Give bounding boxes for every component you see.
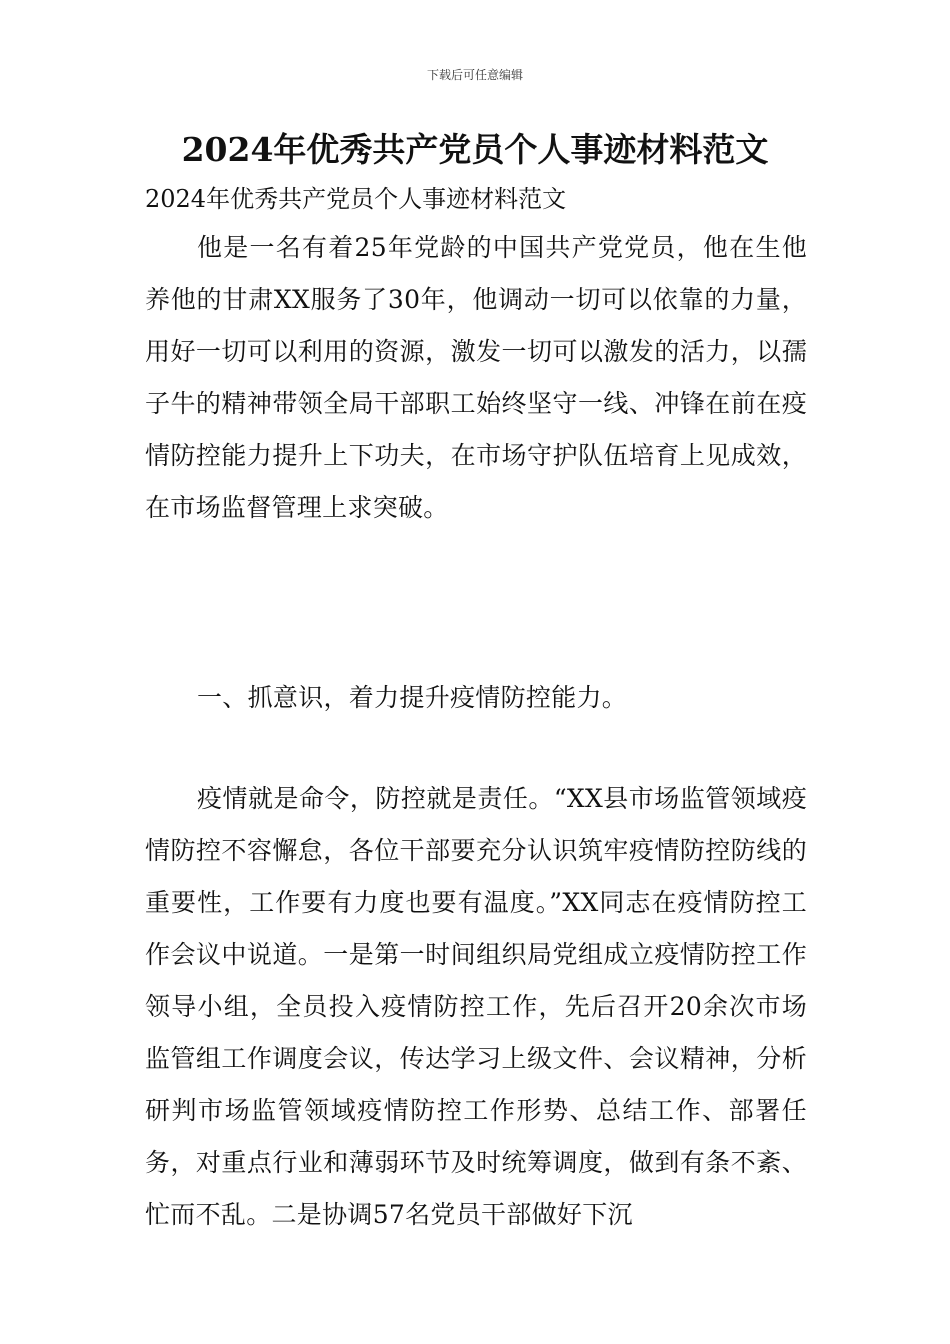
document-title: 2024年优秀共产党员个人事迹材料范文	[181, 130, 769, 169]
section-heading-1: 一、抓意识，着力提升疫情防控能力。	[197, 683, 628, 712]
paragraph-epidemic-control: 疫情就是命令，防控就是责任。“XX县市场监管领域疫情防控不容懈怠，各位干部要充分认识筑牢疫情防控防线的重要性，工作要有力度也要有温度。”XX同志在疫情防控工作会议中说道。一是第一时间组织局党组成立疫情防控工作领导小组，全员投入疫情防控工作，先后召开20余次市场监管组工作调度会议，传达学习上级文件、会议精神，分析研判市场监管领域疫情防控工作形势、总结工作、部署任务，对重点行业和薄弱环节及时统筹调度，做到有条不紊、忙而不乱。二是协调57名党员干部做好下沉	[145, 784, 807, 1229]
header-note: 下载后可任意编辑	[426, 68, 523, 82]
document-subtitle: 2024年优秀共产党员个人事迹材料范文	[145, 185, 567, 213]
paragraph-intro: 他是一名有着25年党龄的中国共产党党员，他在生他养他的甘肃XX服务了30年，他调动一切可以依靠的力量，用好一切可以利用的资源，激发一切可以激发的活力，以孺子牛的精神带领全局干部职工始终坚守一线、冲锋在前在疫情防控能力提升上下功夫，在市场守护队伍培育上见成效，在市场监督管理上求突破。	[145, 233, 807, 522]
